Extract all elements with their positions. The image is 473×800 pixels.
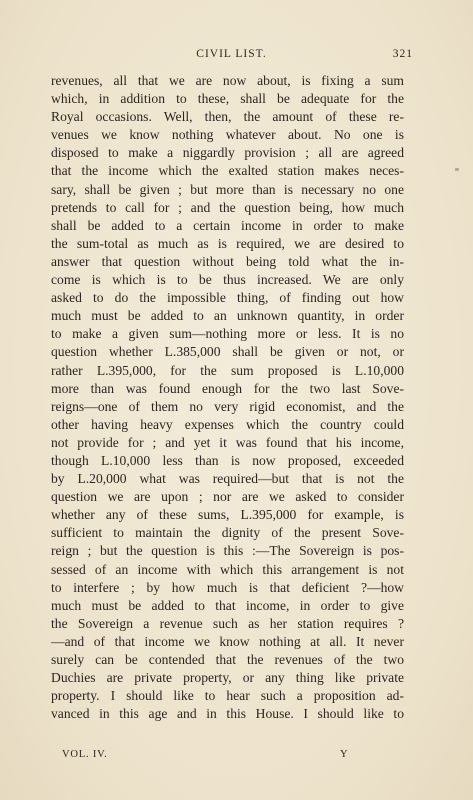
text-line: question whether L.385,000 shall be given or not, or bbox=[51, 344, 404, 360]
text-line: shall be added to a certain income in order to make bbox=[51, 217, 404, 233]
text-line: question we are upon ; nor are we asked to consider bbox=[51, 489, 404, 505]
text-line: Duchies are private property, or any thing like private bbox=[51, 670, 404, 686]
text-line: more than was found enough for the two last Sove- bbox=[51, 380, 404, 396]
text-line: much must be added to that income, in order to give bbox=[51, 597, 404, 613]
text-line: answer that question without being told what the in- bbox=[51, 253, 404, 269]
text-line: sessed of an income with which this arrangement is not bbox=[51, 561, 404, 577]
text-line: whether any of these sums, L.395,000 for example, is bbox=[51, 507, 404, 523]
text-line: rather L.395,000, for the sum proposed is L.10,000 bbox=[51, 362, 404, 378]
page-footer bbox=[62, 749, 362, 763]
page-header bbox=[50, 48, 413, 64]
text-line: pretends to call for ; and the question being, how much bbox=[51, 199, 404, 215]
body-text bbox=[51, 72, 404, 723]
text-line: —and of that income we know nothing at all. It never bbox=[51, 633, 404, 649]
text-line: the sum-total as much as is required, we are desired to bbox=[51, 235, 404, 251]
text-line: come is which is to be thus increased. We are only bbox=[51, 272, 404, 288]
text-line: revenues, all that we are now about, is fixing a sum bbox=[51, 73, 404, 88]
text-line: venues we know nothing whatever about. No one is bbox=[51, 127, 404, 143]
text-line: not provide for ; and yet it was found that his income, bbox=[51, 434, 404, 450]
text-line: by L.20,000 what was required—but that is not the bbox=[51, 471, 404, 487]
text-line: much must be added to an unknown quantity, in order bbox=[51, 308, 404, 324]
text-line: property. I should like to hear such a proposition ad- bbox=[51, 688, 404, 704]
text-line: surely can be contended that the revenues of the two bbox=[51, 652, 404, 667]
text-line: disposed to make a niggardly provision ; all are agreed bbox=[51, 145, 404, 161]
text-line: the Sovereign a revenue such as her station requires ? bbox=[51, 615, 404, 631]
text-line: sary, shall be given ; but more than is necessary no one bbox=[51, 181, 404, 197]
volume-label: VOL. IV. bbox=[62, 749, 108, 760]
text-line: to interfere ; by how much is that deficient ?—how bbox=[51, 579, 404, 595]
text-line: reigns—one of them no very rigid economist, and the bbox=[51, 398, 404, 414]
page-number: 321 bbox=[392, 48, 413, 60]
text-line: though L.10,000 less than is now proposed, exceeded bbox=[51, 452, 404, 468]
text-line: vanced in this age and in this House. I should like to bbox=[51, 706, 404, 722]
signature-mark: Y bbox=[340, 749, 349, 760]
text-line: to make a given sum—nothing more or less. It is no bbox=[51, 326, 404, 342]
margin-speck bbox=[455, 168, 459, 171]
text-line: that the income which the exalted station makes neces- bbox=[51, 163, 404, 179]
text-line: other having heavy expenses which the country could bbox=[51, 416, 404, 432]
text-line: which, in addition to these, shall be adequate for the bbox=[51, 91, 404, 107]
text-line: asked to do the impossible thing, of finding out how bbox=[51, 290, 404, 306]
text-line: reign ; but the question is this :—The Sovereign is pos- bbox=[51, 543, 404, 559]
text-line: Royal occasions. Well, then, the amount of these re- bbox=[51, 109, 404, 125]
text-line: sufficient to maintain the dignity of the present Sove- bbox=[51, 525, 404, 541]
running-head: CIVIL LIST. bbox=[196, 48, 267, 60]
